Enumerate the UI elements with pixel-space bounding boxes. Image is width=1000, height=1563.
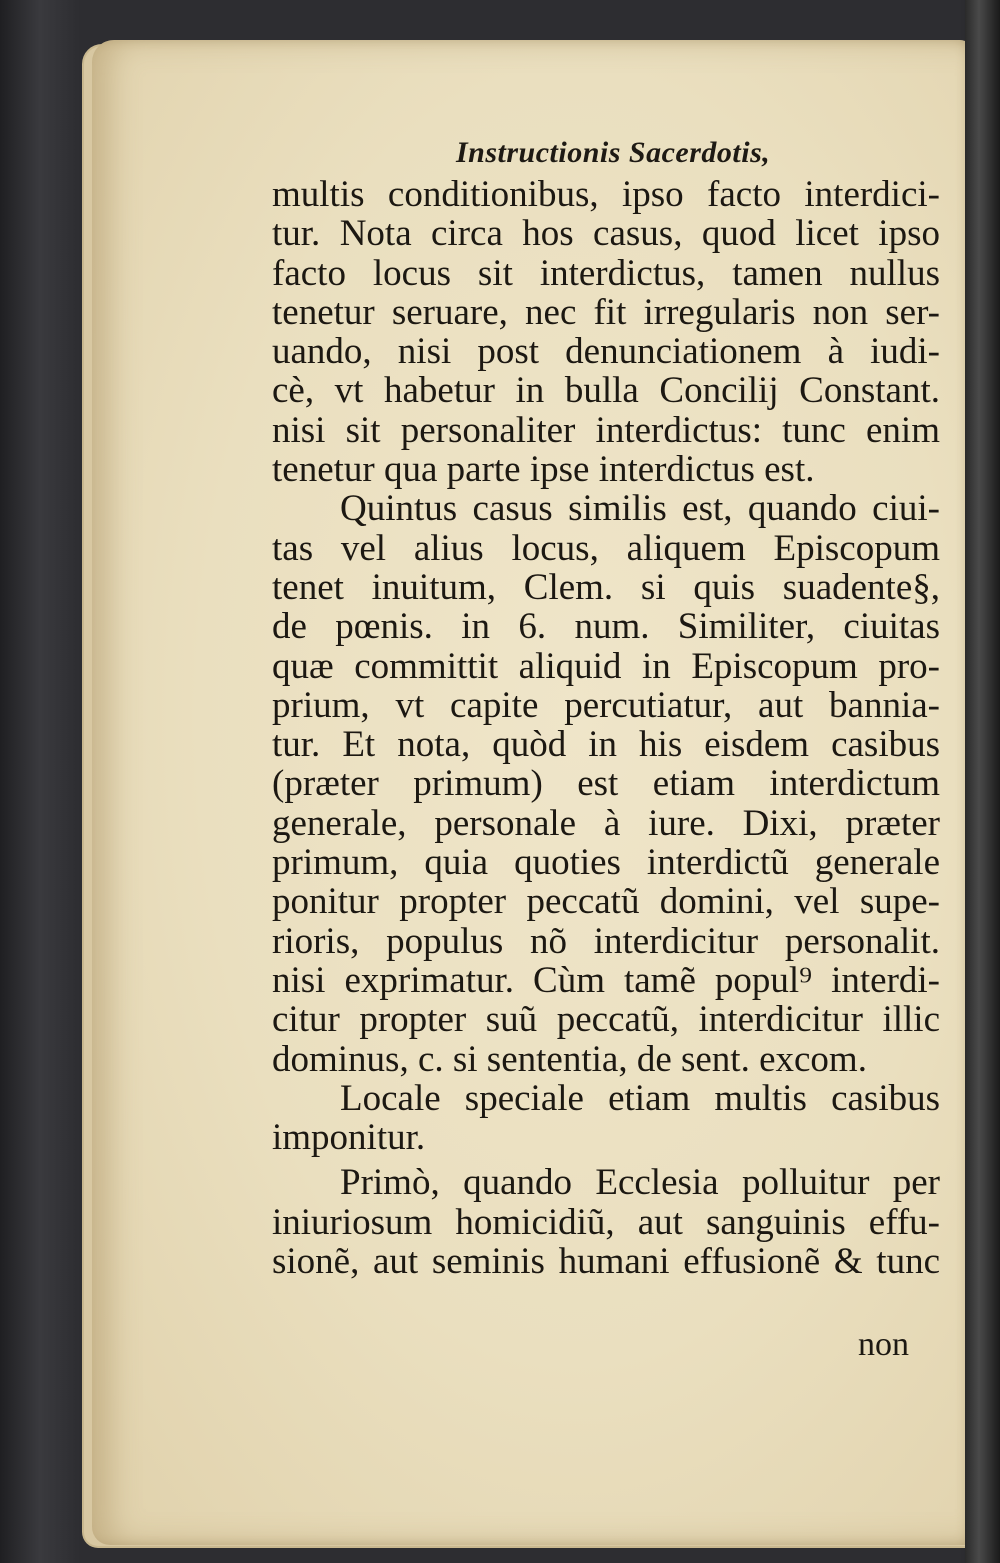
text-line: Locale speciale etiam multis casibus [340,1077,940,1119]
text-line: tur. Et nota, quòd in his eisdem casibus [272,724,940,766]
text-line: nisi sit personaliter interdictus: tunc enim [272,409,940,451]
text-line: rioris, populus nõ interdicitur personalit. [272,920,940,962]
text-line: tenetur qua parte ipse interdictus est. [272,449,815,491]
text-line: iniuriosum homicidiũ, aut sanguinis effu- [272,1201,940,1243]
text-line: citur propter suũ peccatũ, interdicitur illic [272,999,940,1041]
text-line: Quintus casus similis est, quando ciui- [340,488,940,530]
catchword: non [858,1326,909,1363]
text-line: ponitur propter peccatũ domini, vel supe- [272,881,940,923]
text-line: generale, personale à iure. Dixi, præter [272,802,940,844]
text-line: quæ committit aliquid in Episcopum pro- [272,645,940,687]
running-head: Instructionis Sacerdotis, [456,136,771,169]
text-line: primum, quia quoties interdictũ generale [272,842,940,884]
text-line: prium, vt capite percutiatur, aut bannia- [272,684,940,726]
text-line: de pœnis. in 6. num. Similiter, ciuitas [272,606,940,648]
text-line: uando, nisi post denunciationem à iudi- [272,331,940,373]
text-line: multis conditionibus, ipso facto interdici- [272,174,940,215]
text-line: Primò, quando Ecclesia polluitur per [340,1162,940,1204]
text-line: tenetur seruare, nec fit irregularis non ser- [272,291,940,333]
text-line: tur. Nota circa hos casus, quod licet ipso [272,213,940,255]
text-line: cè, vt habetur in bulla Concilij Constant. [272,370,940,412]
book-binding [965,0,1000,1563]
text-line: nisi exprimatur. Cùm tamẽ popul⁹ interdi- [272,959,940,1001]
text-line: facto locus sit interdictus, tamen nullus [272,252,940,294]
text-line: tas vel alius locus, aliquem Episcopum [272,527,940,569]
main-text [272,175,940,1281]
text-line: tenet inuitum, Clem. si quis suadente§, [272,566,940,608]
text-line: sionẽ, aut seminis humani effusionẽ & tunc [272,1241,940,1283]
text-line: (præter primum) est etiam interdictum [272,763,940,805]
text-line: imponitur. [272,1117,426,1159]
text-line: dominus, c. si sententia, de sent. excom. [272,1038,867,1080]
